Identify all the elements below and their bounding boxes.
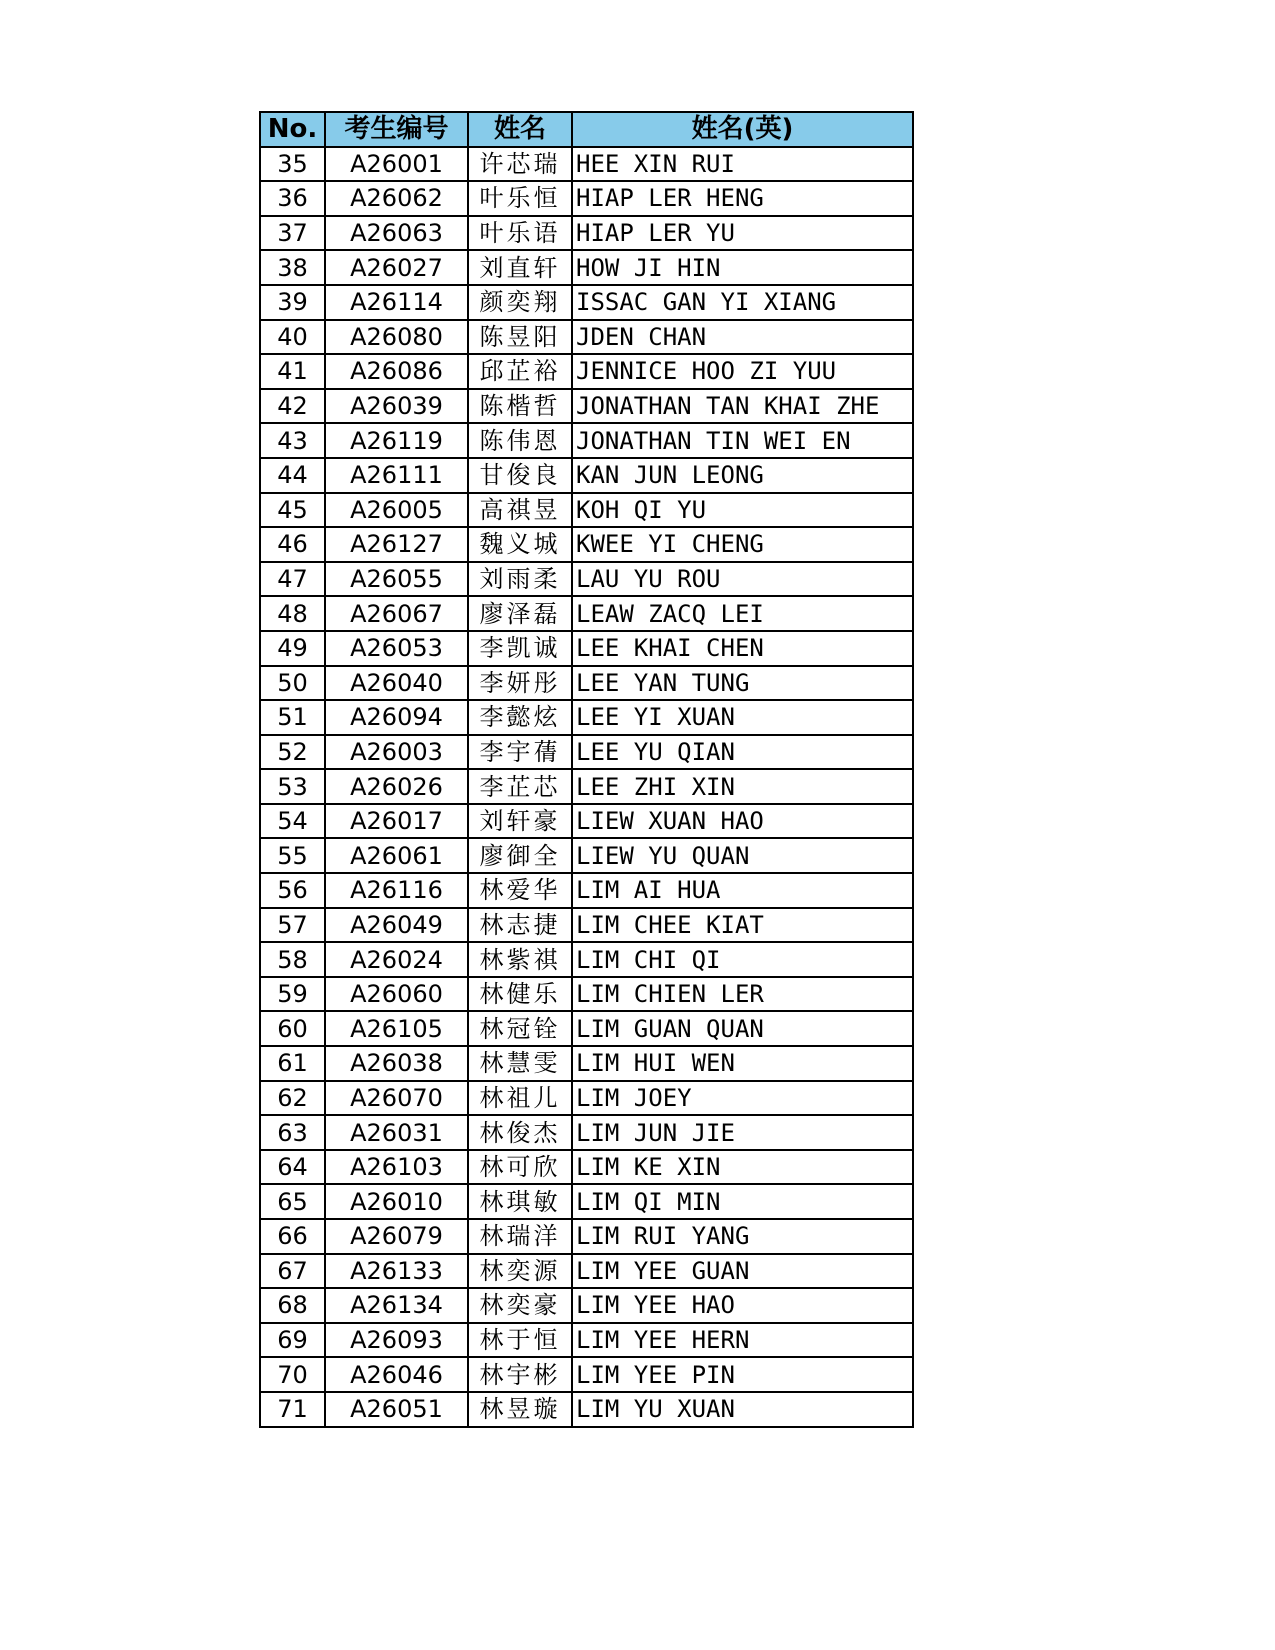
name-english: LIEW XUAN HAO (572, 804, 913, 839)
name-english: LEE KHAI CHEN (572, 631, 913, 666)
name-english: LIM YEE HAO (572, 1288, 913, 1323)
name-chinese: 林慧雯 (468, 1046, 572, 1081)
name-english: LAU YU ROU (572, 562, 913, 597)
name-chinese: 叶乐语 (468, 216, 572, 251)
name-english: HEE XIN RUI (572, 147, 913, 182)
row-number: 56 (260, 873, 325, 908)
table-row (260, 1081, 913, 1116)
name-chinese: 颜奕翔 (468, 285, 572, 320)
table-row (260, 320, 913, 355)
candidate-id: A26024 (325, 942, 468, 977)
candidate-id: A26134 (325, 1288, 468, 1323)
candidate-id: A26053 (325, 631, 468, 666)
candidate-id: A26010 (325, 1184, 468, 1219)
table-row (260, 1219, 913, 1254)
name-chinese: 许芯瑞 (468, 147, 572, 182)
table-row (260, 147, 913, 182)
row-number: 42 (260, 389, 325, 424)
candidate-id: A26060 (325, 977, 468, 1012)
name-chinese: 林健乐 (468, 977, 572, 1012)
row-number: 66 (260, 1219, 325, 1254)
table-row (260, 804, 913, 839)
table-row (260, 493, 913, 528)
row-number: 44 (260, 458, 325, 493)
table-row (260, 700, 913, 735)
name-chinese: 林可欣 (468, 1150, 572, 1185)
name-english: LEE ZHI XIN (572, 769, 913, 804)
table-row (260, 1150, 913, 1185)
name-english: LIM YEE PIN (572, 1357, 913, 1392)
name-english: HIAP LER YU (572, 216, 913, 251)
table-row (260, 1323, 913, 1358)
candidate-id: A26049 (325, 908, 468, 943)
candidate-id: A26063 (325, 216, 468, 251)
row-number: 62 (260, 1081, 325, 1116)
row-number: 50 (260, 666, 325, 701)
name-chinese: 魏义城 (468, 527, 572, 562)
name-english: JDEN CHAN (572, 320, 913, 355)
candidate-id: A26111 (325, 458, 468, 493)
name-chinese: 甘俊良 (468, 458, 572, 493)
header-name-chinese: 姓名 (468, 112, 572, 147)
table-row (260, 285, 913, 320)
candidate-id: A26093 (325, 1323, 468, 1358)
name-chinese: 林爱华 (468, 873, 572, 908)
table-row (260, 250, 913, 285)
candidate-id: A26094 (325, 700, 468, 735)
candidate-id: A26086 (325, 354, 468, 389)
candidate-id: A26114 (325, 285, 468, 320)
table-row (260, 527, 913, 562)
row-number: 63 (260, 1115, 325, 1150)
name-chinese: 林宇彬 (468, 1357, 572, 1392)
name-english: KOH QI YU (572, 493, 913, 528)
row-number: 69 (260, 1323, 325, 1358)
row-number: 46 (260, 527, 325, 562)
candidate-id: A26105 (325, 1011, 468, 1046)
name-english: JENNICE HOO ZI YUU (572, 354, 913, 389)
row-number: 39 (260, 285, 325, 320)
row-number: 70 (260, 1357, 325, 1392)
table-row (260, 562, 913, 597)
candidate-id: A26039 (325, 389, 468, 424)
row-number: 61 (260, 1046, 325, 1081)
name-english: LEE YU QIAN (572, 735, 913, 770)
name-english: LIEW YU QUAN (572, 838, 913, 873)
name-chinese: 刘轩豪 (468, 804, 572, 839)
name-english: LIM JOEY (572, 1081, 913, 1116)
table-row (260, 1288, 913, 1323)
table-body (260, 147, 913, 1427)
row-number: 35 (260, 147, 325, 182)
name-chinese: 李懿炫 (468, 700, 572, 735)
candidate-id: A26127 (325, 527, 468, 562)
name-english: JONATHAN TAN KHAI ZHE (572, 389, 913, 424)
name-chinese: 林俊杰 (468, 1115, 572, 1150)
name-english: LIM RUI YANG (572, 1219, 913, 1254)
row-number: 41 (260, 354, 325, 389)
name-chinese: 林冠铨 (468, 1011, 572, 1046)
row-number: 38 (260, 250, 325, 285)
name-chinese: 林昱璇 (468, 1392, 572, 1427)
name-chinese: 林紫祺 (468, 942, 572, 977)
name-english: LIM JUN JIE (572, 1115, 913, 1150)
candidate-id: A26051 (325, 1392, 468, 1427)
table-row (260, 838, 913, 873)
name-chinese: 陈伟恩 (468, 423, 572, 458)
row-number: 68 (260, 1288, 325, 1323)
table-row (260, 216, 913, 251)
table-row (260, 735, 913, 770)
table-row (260, 423, 913, 458)
candidate-id: A26116 (325, 873, 468, 908)
name-chinese: 廖御全 (468, 838, 572, 873)
name-english: LIM HUI WEN (572, 1046, 913, 1081)
name-chinese: 林琪敏 (468, 1184, 572, 1219)
candidate-id: A26133 (325, 1254, 468, 1289)
table-row (260, 1254, 913, 1289)
table-row (260, 1392, 913, 1427)
table-row (260, 458, 913, 493)
candidate-id: A26038 (325, 1046, 468, 1081)
name-english: LIM YEE HERN (572, 1323, 913, 1358)
table-row (260, 389, 913, 424)
header-candidate-id: 考生编号 (325, 112, 468, 147)
candidate-id: A26080 (325, 320, 468, 355)
name-english: KWEE YI CHENG (572, 527, 913, 562)
candidate-id: A26062 (325, 181, 468, 216)
name-chinese: 李宇蒨 (468, 735, 572, 770)
name-english: LEAW ZACQ LEI (572, 596, 913, 631)
row-number: 59 (260, 977, 325, 1012)
header-no: No. (260, 112, 325, 147)
row-number: 64 (260, 1150, 325, 1185)
row-number: 52 (260, 735, 325, 770)
name-chinese: 陈昱阳 (468, 320, 572, 355)
table-row (260, 666, 913, 701)
candidate-id: A26061 (325, 838, 468, 873)
candidate-id: A26103 (325, 1150, 468, 1185)
name-chinese: 刘雨柔 (468, 562, 572, 597)
table-row (260, 942, 913, 977)
name-chinese: 高祺昱 (468, 493, 572, 528)
name-chinese: 李芷芯 (468, 769, 572, 804)
row-number: 55 (260, 838, 325, 873)
table-row (260, 1011, 913, 1046)
candidate-id: A26003 (325, 735, 468, 770)
candidate-id: A26046 (325, 1357, 468, 1392)
table-row (260, 873, 913, 908)
name-english: LIM CHI QI (572, 942, 913, 977)
row-number: 53 (260, 769, 325, 804)
candidate-id: A26001 (325, 147, 468, 182)
name-english: LIM CHEE KIAT (572, 908, 913, 943)
header-row (260, 112, 913, 147)
table-row (260, 354, 913, 389)
name-english: KAN JUN LEONG (572, 458, 913, 493)
candidate-id: A26070 (325, 1081, 468, 1116)
name-english: ISSAC GAN YI XIANG (572, 285, 913, 320)
name-chinese: 林祖儿 (468, 1081, 572, 1116)
row-number: 43 (260, 423, 325, 458)
row-number: 54 (260, 804, 325, 839)
name-english: LIM AI HUA (572, 873, 913, 908)
row-number: 40 (260, 320, 325, 355)
name-english: LIM KE XIN (572, 1150, 913, 1185)
name-chinese: 陈楷哲 (468, 389, 572, 424)
row-number: 47 (260, 562, 325, 597)
candidate-id: A26079 (325, 1219, 468, 1254)
name-chinese: 林奕豪 (468, 1288, 572, 1323)
candidate-id: A26027 (325, 250, 468, 285)
table-row (260, 1046, 913, 1081)
candidate-table (259, 111, 914, 1428)
name-chinese: 林志捷 (468, 908, 572, 943)
row-number: 67 (260, 1254, 325, 1289)
candidate-id: A26067 (325, 596, 468, 631)
table-row (260, 1184, 913, 1219)
row-number: 65 (260, 1184, 325, 1219)
table-row (260, 1115, 913, 1150)
header-name-english: 姓名(英) (572, 112, 913, 147)
name-chinese: 刘直轩 (468, 250, 572, 285)
row-number: 60 (260, 1011, 325, 1046)
table-row (260, 181, 913, 216)
table-row (260, 1357, 913, 1392)
name-chinese: 叶乐恒 (468, 181, 572, 216)
table-row (260, 596, 913, 631)
name-chinese: 林瑞洋 (468, 1219, 572, 1254)
candidate-id: A26017 (325, 804, 468, 839)
name-english: LEE YI XUAN (572, 700, 913, 735)
table-row (260, 977, 913, 1012)
name-english: LIM QI MIN (572, 1184, 913, 1219)
name-chinese: 李妍彤 (468, 666, 572, 701)
row-number: 71 (260, 1392, 325, 1427)
name-chinese: 廖泽磊 (468, 596, 572, 631)
candidate-id: A26026 (325, 769, 468, 804)
row-number: 57 (260, 908, 325, 943)
candidate-id: A26055 (325, 562, 468, 597)
row-number: 51 (260, 700, 325, 735)
table-row (260, 631, 913, 666)
row-number: 58 (260, 942, 325, 977)
candidate-id: A26040 (325, 666, 468, 701)
table-row (260, 908, 913, 943)
name-english: LIM YU XUAN (572, 1392, 913, 1427)
name-english: LIM CHIEN LER (572, 977, 913, 1012)
row-number: 37 (260, 216, 325, 251)
name-english: LIM YEE GUAN (572, 1254, 913, 1289)
name-english: JONATHAN TIN WEI EN (572, 423, 913, 458)
table-row (260, 769, 913, 804)
name-chinese: 李凯诚 (468, 631, 572, 666)
candidate-id: A26119 (325, 423, 468, 458)
candidate-id: A26005 (325, 493, 468, 528)
row-number: 36 (260, 181, 325, 216)
row-number: 45 (260, 493, 325, 528)
name-english: LEE YAN TUNG (572, 666, 913, 701)
name-english: HIAP LER HENG (572, 181, 913, 216)
name-chinese: 邱芷裕 (468, 354, 572, 389)
name-english: HOW JI HIN (572, 250, 913, 285)
name-chinese: 林于恒 (468, 1323, 572, 1358)
name-chinese: 林奕源 (468, 1254, 572, 1289)
row-number: 49 (260, 631, 325, 666)
row-number: 48 (260, 596, 325, 631)
candidate-id: A26031 (325, 1115, 468, 1150)
name-english: LIM GUAN QUAN (572, 1011, 913, 1046)
